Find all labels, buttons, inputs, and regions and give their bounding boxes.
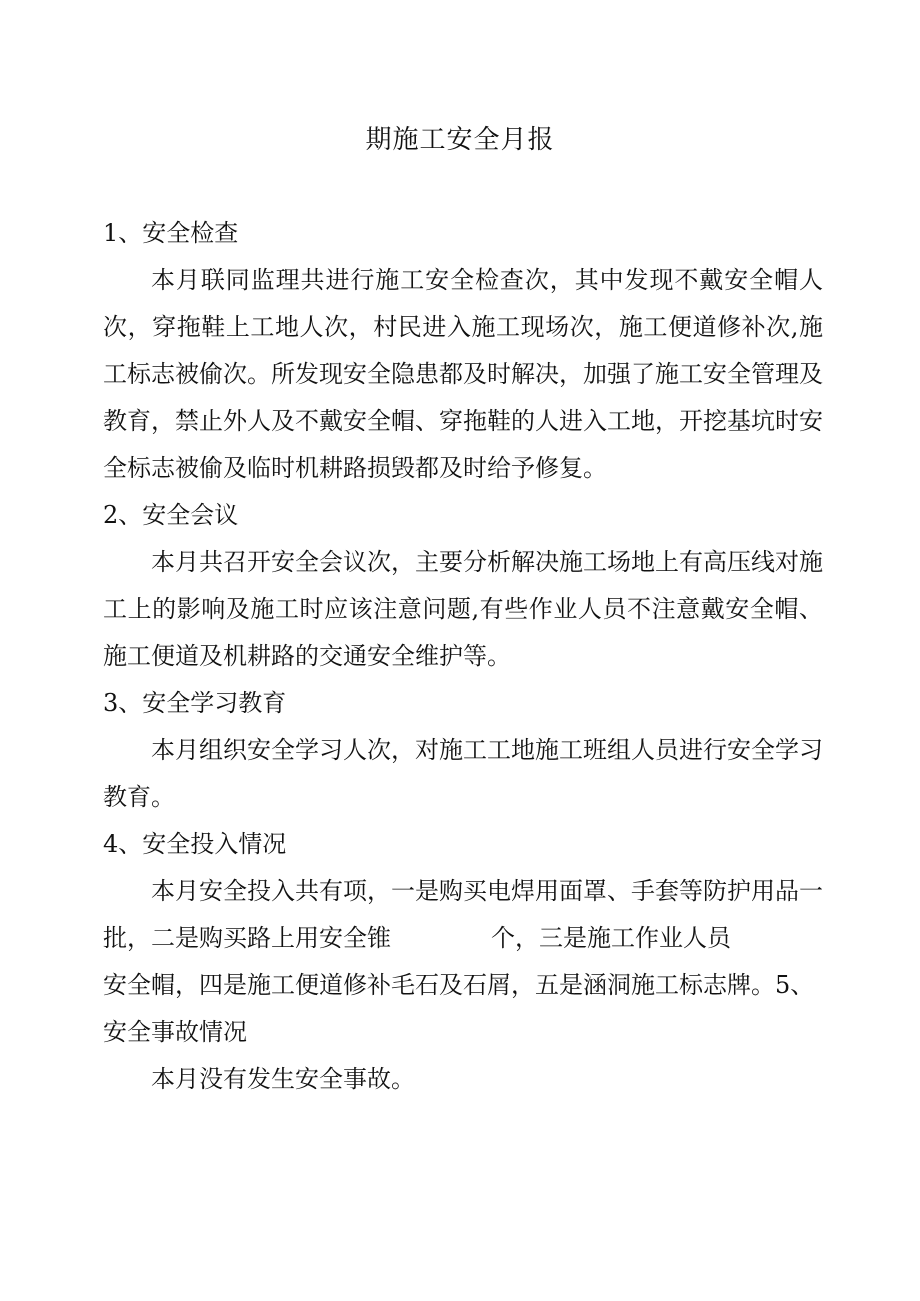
paragraph-safety-investment-part1: 本月安全投入共有项，一是购买电焊用面罩、手套等防护用品一批，二是购买路上用安全锥: [103, 877, 823, 952]
paragraph-safety-investment-part2: 个，三是施工作业人员: [491, 924, 731, 952]
section-heading-safety-meeting: 2、安全会议: [103, 501, 239, 529]
paragraph-safety-investment: [103, 868, 823, 962]
section-heading-safety-inspection: 1、安全检查: [103, 219, 239, 247]
document-title: 期施工安全月报: [365, 125, 555, 155]
paragraph-no-accidents: 本月没有发生安全事故。: [151, 1065, 415, 1093]
paragraph-safety-meeting: 本月共召开安全会议次，主要分析解决施工场地上有高压线对施工上的影响及施工时应该注意问题,有些作业人员不注意戴安全帽、施工便道及机耕路的交通安全维护等。: [103, 548, 823, 670]
paragraph-safety-inspection: 本月联同监理共进行施工安全检查次，其中发现不戴安全帽人次，穿拖鞋上工地人次，村民进入施工现场次，施工便道修补次,施工标志被偷次。所发现安全隐患都及时解决，加强了施工安全管理及教育，禁止外人及不戴安全帽、穿拖鞋的人进入工地，开挖基坑时安全标志被偷及临时机耕路损毁都及时给予修复。: [103, 266, 823, 482]
paragraph-safety-education: 本月组织安全学习人次，对施工工地施工班组人员进行安全学习教育。: [103, 736, 823, 811]
section-heading-safety-investment: 4、安全投入情况: [103, 830, 287, 858]
paragraph-safety-investment-continued: 安全帽，四是施工便道修补毛石及石屑，五是涵洞施工标志牌。5、安全事故情况: [103, 971, 815, 1046]
section-heading-safety-education: 3、安全学习教育: [103, 689, 287, 717]
document-body: [103, 210, 823, 1103]
